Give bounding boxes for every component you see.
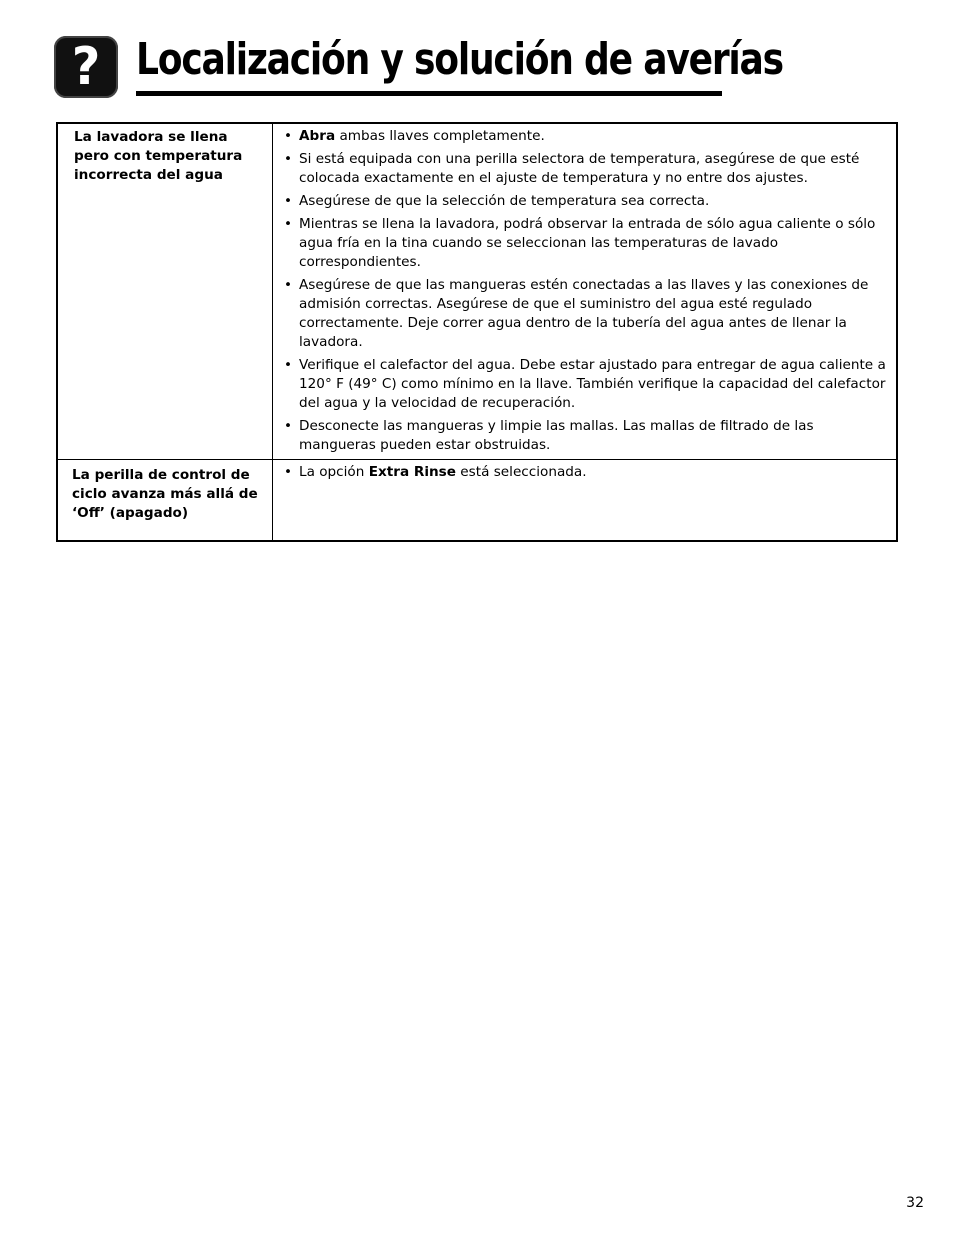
question-mark-glyph: ? <box>71 37 101 97</box>
solution-text: Asegúrese de que la selección de temperatura sea correcta. <box>299 193 710 209</box>
title-underline <box>136 91 722 96</box>
solution-item <box>283 356 890 413</box>
solutions-cell <box>273 123 898 460</box>
solution-text: Asegúrese de que las mangueras estén conectadas a las llaves y las conexiones de admisión correctas. Asegúrese de que el suministro del agua esté regulado correctamente. Deje correr agua dentro de la tubería del agua antes de llenar la lavadora. <box>299 277 869 350</box>
solution-text: ambas llaves completamente. <box>335 128 545 144</box>
page-number: 32 <box>906 1195 924 1211</box>
solution-text: Desconecte las mangueras y limpie las mallas. Las mallas de filtrado de las mangueras pueden estar obstruidas. <box>299 418 814 453</box>
solution-text: Verifique el calefactor del agua. Debe estar ajustado para entregar de agua caliente a 120° F (49° C) como mínimo en la llave. También verifique la capacidad del calefactor del agua y la velocidad de recuperación. <box>299 357 886 411</box>
problem-cell: La lavadora se llena pero con temperatura incorrecta del agua <box>57 123 273 460</box>
solution-item <box>283 215 890 272</box>
solutions-list <box>283 463 890 482</box>
question-mark-icon <box>54 36 118 98</box>
solution-text-before: La opción <box>299 464 369 480</box>
table-row <box>57 123 897 460</box>
page-title: Localización y solución de averías <box>136 34 783 85</box>
solution-bold-text: Abra <box>299 128 336 144</box>
solutions-cell <box>273 460 898 542</box>
solution-item <box>283 150 890 188</box>
solution-text: Si está equipada con una perilla selectora de temperatura, asegúrese de que esté colocada exactamente en el ajuste de temperatura y no entre dos ajustes. <box>299 151 860 186</box>
solution-item <box>283 192 890 211</box>
solution-text: Mientras se llena la lavadora, podrá observar la entrada de sólo agua caliente o sólo agua fría en la tina cuando se seleccionan las temperaturas de lavado correspondientes. <box>299 216 876 270</box>
troubleshooting-table <box>56 122 898 542</box>
solution-item <box>283 127 890 146</box>
solution-item <box>283 276 890 352</box>
solution-text: está seleccionada. <box>455 464 587 480</box>
solution-bold-text: Extra Rinse <box>368 464 456 480</box>
solutions-list <box>283 127 890 455</box>
problem-cell: La perilla de control de ciclo avanza más allá de ‘Off’ (apagado) <box>57 460 273 542</box>
table-row <box>57 460 897 542</box>
solution-item <box>283 417 890 455</box>
solution-item <box>283 463 890 482</box>
